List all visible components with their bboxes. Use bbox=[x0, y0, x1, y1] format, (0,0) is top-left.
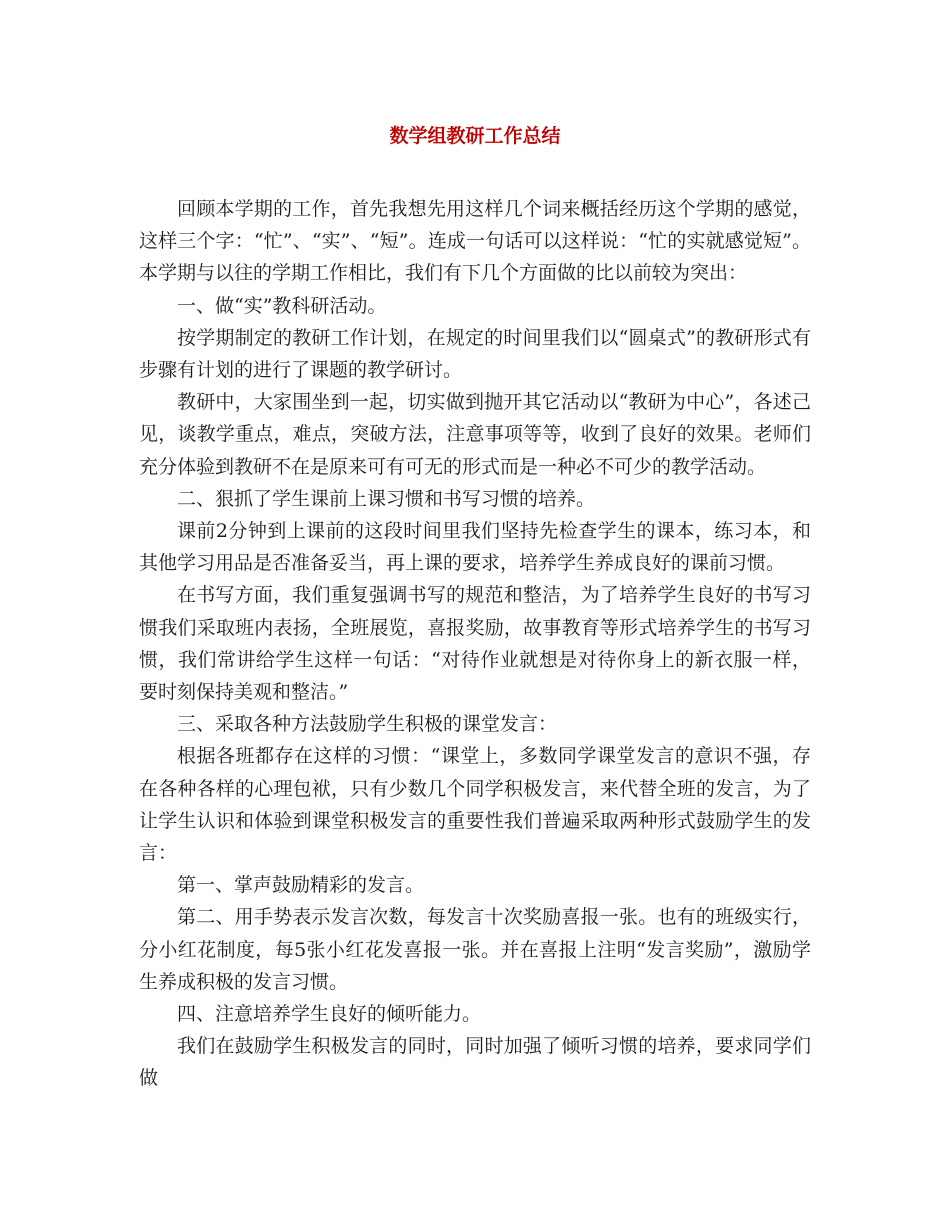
paragraph: 根据各班都存在这样的习惯：“课堂上，多数同学课堂发言的意识不强，存在各种各样的心理包袱，只有少数几个同学积极发言，来代替全班的发言，为了让学生认识和体验到课堂积极发言的重要性我们普遍采取两种形式鼓励学生的发言： bbox=[139, 745, 811, 865]
paragraph: 教研中，大家围坐到一起，切实做到抛开其它活动以“教研为中心”，各述己见，谈教学重点，难点，突破方法，注意事项等等，收到了良好的效果。老师们充分体验到教研不在是原来可有可无的形式而是一种必不可少的教学活动。 bbox=[139, 391, 811, 478]
section-heading-2: 二、狠抓了学生课前上课习惯和书写习惯的培养。 bbox=[177, 487, 596, 510]
paragraph-intro: 回顾本学期的工作，首先我想先用这样几个词来概括经历这个学期的感觉，这样三个字：“忙”、“实”、“短”。连成一句话可以这样说：“忙的实就感觉短”。本学期与以往的学期工作相比，我们有下几个方面做的比以前较为突出： bbox=[139, 198, 811, 285]
paragraph: 按学期制定的教研工作计划，在规定的时间里我们以“圆桌式”的教研形式有步骤有计划的进行了课题的教学研讨。 bbox=[139, 326, 811, 382]
section-heading-3: 三、采取各种方法鼓励学生积极的课堂发言： bbox=[177, 713, 558, 736]
paragraph: 我们在鼓励学生积极发言的同时，同时加强了倾听习惯的培养，要求同学们做 bbox=[139, 1035, 811, 1090]
paragraph: 第二、用手势表示发言次数，每发言十次奖励喜报一张。也有的班级实行，分小红花制度，每5张小红花发喜报一张。并在喜报上注明“发言奖励”，激励学生养成积极的发言习惯。 bbox=[139, 906, 811, 993]
section-heading-4: 四、注意培养学生良好的倾听能力。 bbox=[177, 1003, 482, 1026]
document-body bbox=[139, 193, 811, 1095]
section-heading-1: 一、做“实”教科研活动。 bbox=[177, 294, 387, 317]
paragraph: 第一、掌声鼓励精彩的发言。 bbox=[177, 874, 425, 897]
paragraph: 在书写方面，我们重复强调书写的规范和整洁，为了培养学生良好的书写习惯我们采取班内表扬，全班展览，喜报奖励，故事教育等形式培养学生的书写习惯，我们常讲给学生这样一句话：“对待作业就想是对待你身上的新衣服一样，要时刻保持美观和整洁。” bbox=[139, 584, 811, 704]
paragraph: 课前2分钟到上课前的这段时间里我们坚持先检查学生的课本，练习本，和其他学习用品是否准备妥当，再上课的要求，培养学生养成良好的课前习惯。 bbox=[139, 520, 811, 575]
document-title: 数学组教研工作总结 bbox=[389, 125, 561, 147]
